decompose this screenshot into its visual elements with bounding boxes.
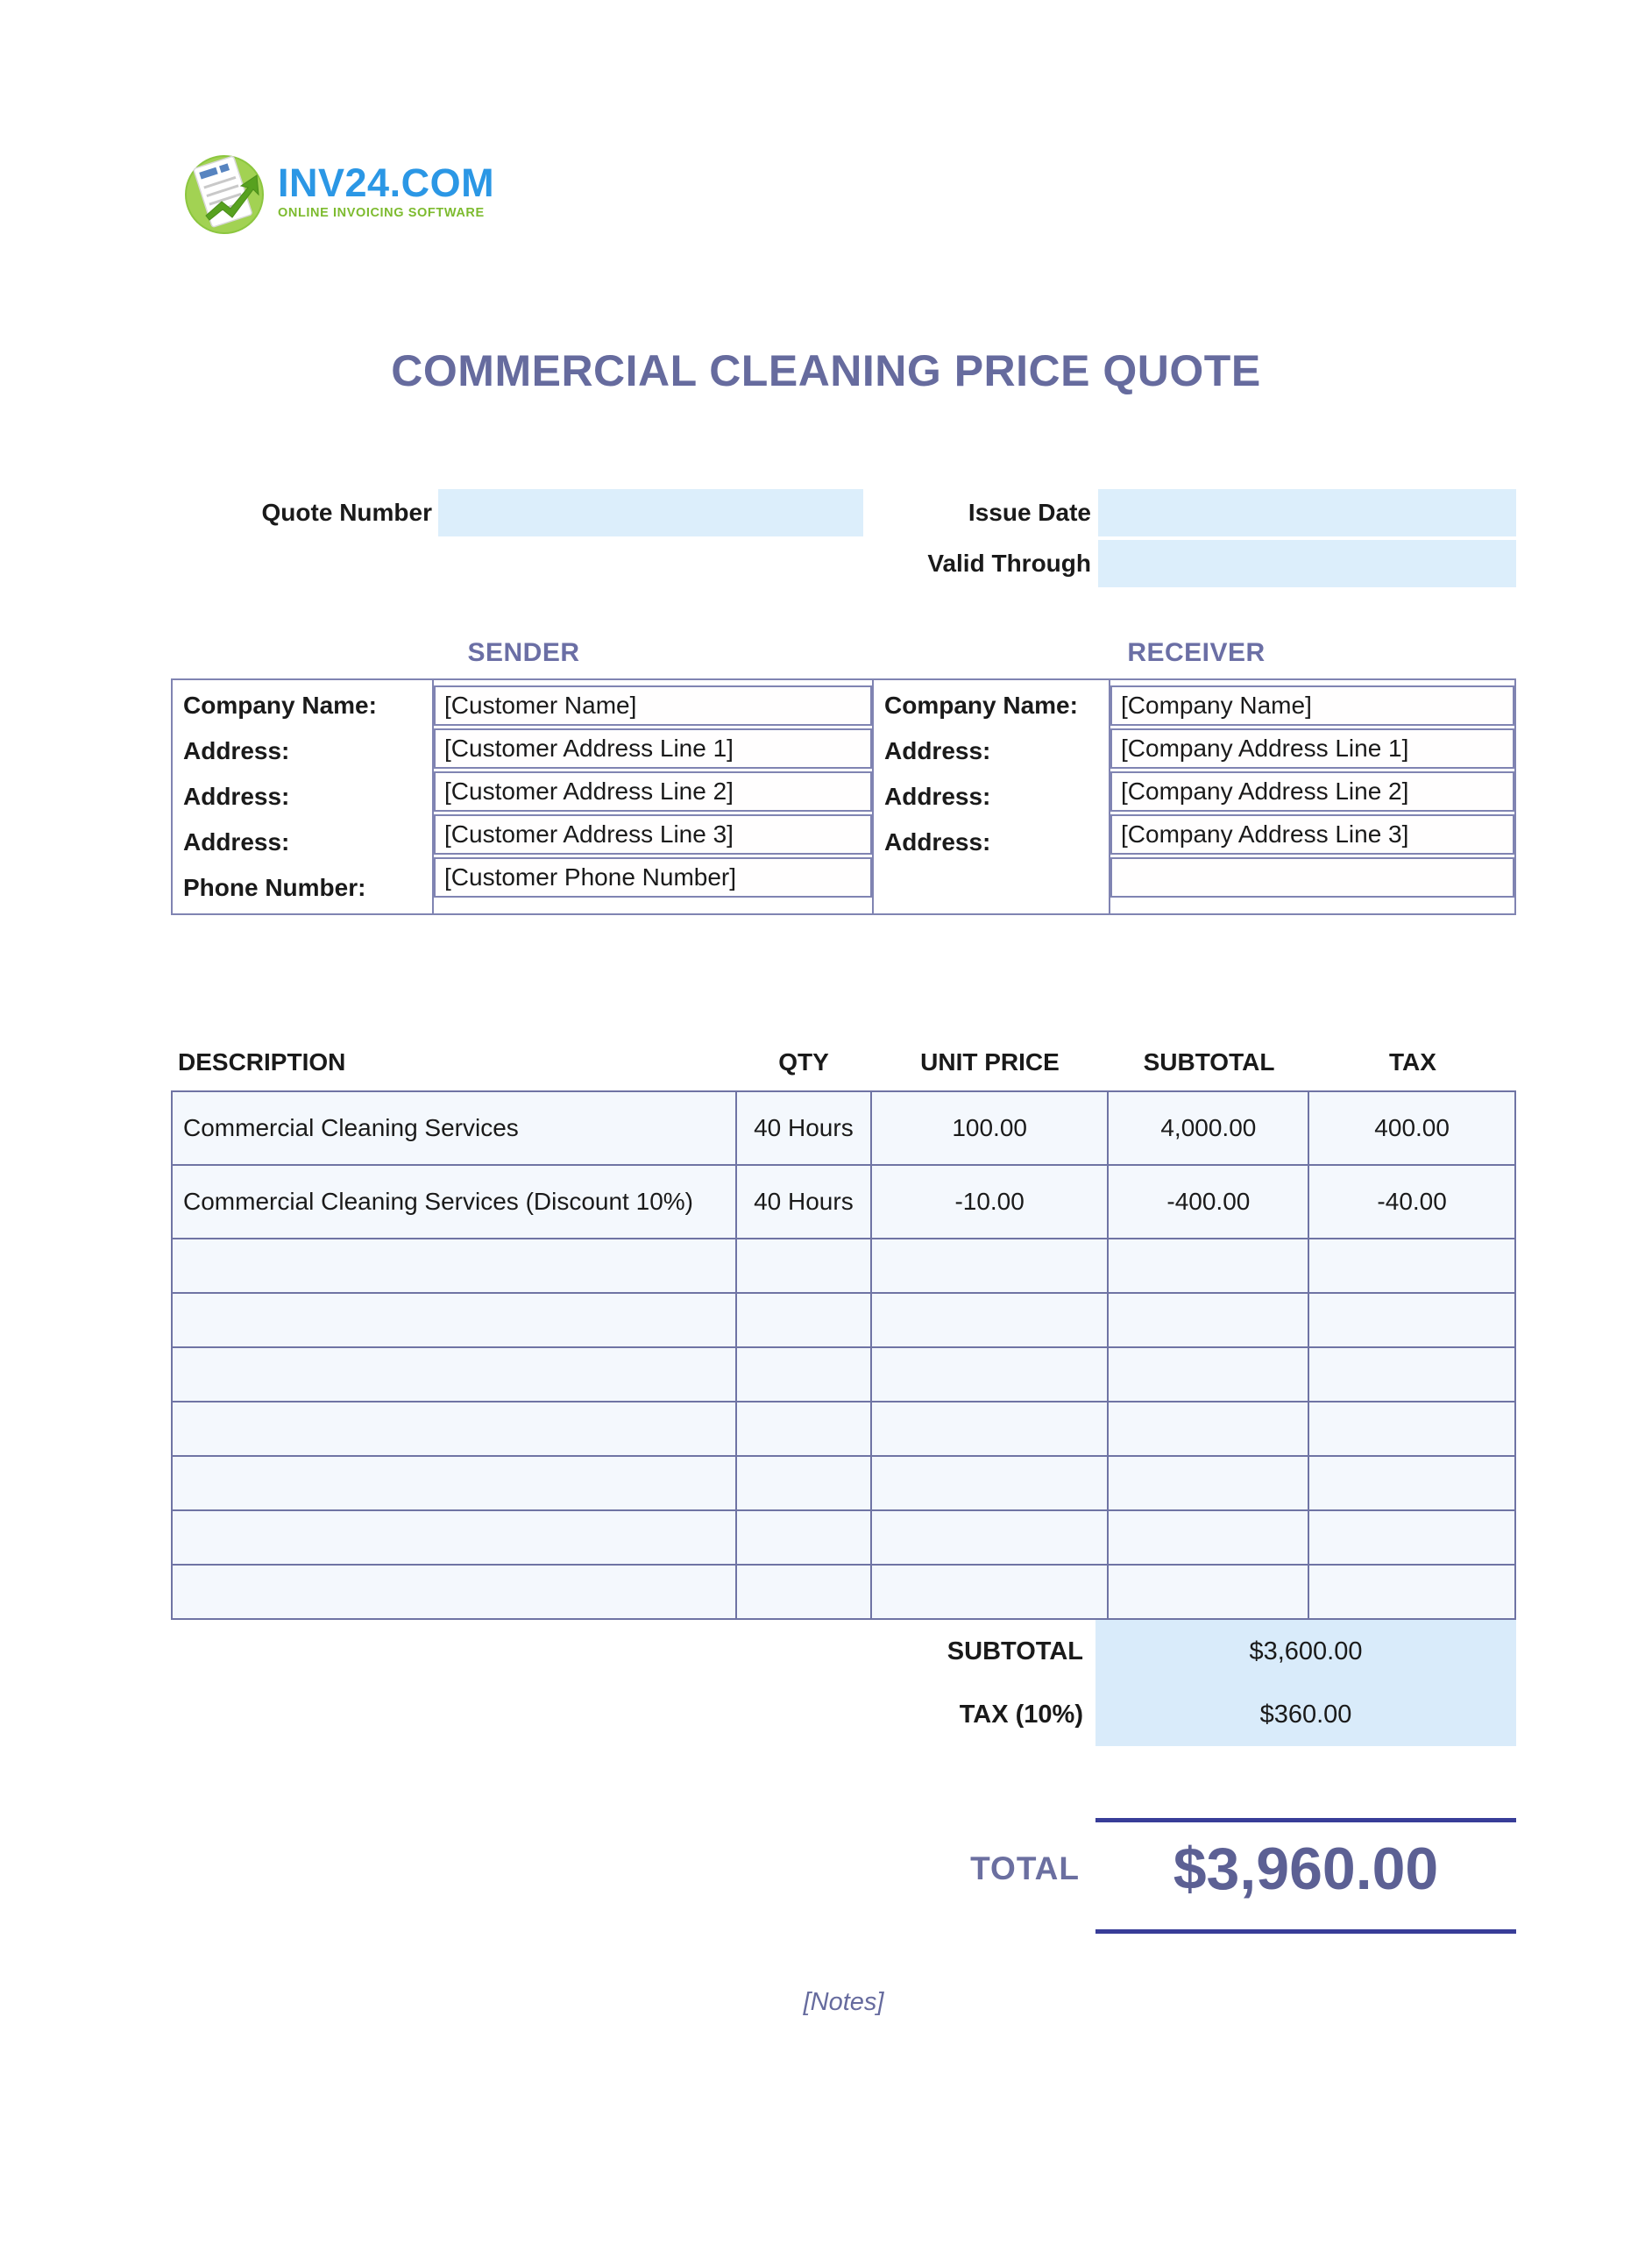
item-row-empty: [172, 1510, 1515, 1565]
tax-label: TAX (10%): [959, 1701, 1083, 1729]
totals-section: [171, 1620, 1516, 1746]
page-title: COMMERCIAL CLEANING PRICE QUOTE: [391, 346, 1261, 395]
item-qty: 40 Hours: [736, 1165, 871, 1239]
valid-through-input[interactable]: [1098, 540, 1516, 587]
invoice-arrow-logo-icon: [180, 147, 269, 235]
item-row-empty: [172, 1565, 1515, 1619]
party-table: [171, 678, 1516, 915]
meta-fields: [171, 489, 1516, 587]
sender-address-field-1[interactable]: [Customer Address Line 1]: [434, 728, 872, 769]
sender-phone-field[interactable]: [Customer Phone Number]: [434, 857, 872, 898]
receiver-label-column: [874, 680, 1110, 913]
quote-number-label: Quote Number: [261, 499, 432, 526]
logo: [180, 0, 1652, 235]
sender-address-label-2: Address:: [183, 783, 290, 810]
item-row-1: [172, 1091, 1515, 1165]
sender-address-field-2[interactable]: [Customer Address Line 2]: [434, 771, 872, 812]
meta-row-1: [171, 489, 1516, 536]
sender-label-column: [173, 680, 434, 913]
tax-row: [171, 1683, 1516, 1746]
item-tax: 400.00: [1308, 1091, 1515, 1165]
total-top-rule: [171, 1818, 1516, 1822]
receiver-heading: RECEIVER: [1127, 638, 1266, 667]
subtotal-label: SUBTOTAL: [947, 1637, 1083, 1665]
sender-heading: SENDER: [467, 638, 580, 667]
valid-through-label: Valid Through: [927, 550, 1091, 577]
tax-value: $360.00: [1095, 1683, 1516, 1746]
issue-date-input[interactable]: [1098, 489, 1516, 536]
receiver-address-label-3: Address:: [884, 828, 991, 856]
grand-total-label: TOTAL: [970, 1850, 1080, 1886]
item-tax: -40.00: [1308, 1165, 1515, 1239]
sender-value-column: [434, 680, 874, 913]
item-row-empty: [172, 1293, 1515, 1347]
receiver-address-label-2: Address:: [884, 783, 991, 810]
tax-column-header: TAX: [1389, 1048, 1436, 1076]
quote-number-input[interactable]: [438, 489, 863, 536]
issue-date-label: Issue Date: [968, 499, 1091, 526]
items-table: [171, 1090, 1516, 1620]
receiver-empty-field[interactable]: [1110, 857, 1514, 898]
grand-total-row: [171, 1831, 1516, 1907]
item-description: Commercial Cleaning Services: [172, 1091, 736, 1165]
qty-column-header: QTY: [778, 1048, 829, 1076]
unit-price-column-header: UNIT PRICE: [920, 1048, 1060, 1076]
receiver-empty-label: [874, 865, 1109, 911]
sender-address-label-1: Address:: [183, 737, 290, 764]
item-row-empty: [172, 1347, 1515, 1402]
brand-tagline: ONLINE INVOICING SOFTWARE: [278, 205, 485, 220]
notes-placeholder: [Notes]: [803, 1988, 884, 2016]
item-row-empty: [172, 1456, 1515, 1510]
item-subtotal: -400.00: [1108, 1165, 1308, 1239]
sender-company-name-label: Company Name:: [183, 692, 377, 719]
item-unit-price: -10.00: [871, 1165, 1109, 1239]
item-subtotal: 4,000.00: [1108, 1091, 1308, 1165]
meta-row-2: [171, 540, 1516, 587]
receiver-company-name-label: Company Name:: [884, 692, 1078, 719]
sender-address-field-3[interactable]: [Customer Address Line 3]: [434, 814, 872, 855]
receiver-address-field-3[interactable]: [Company Address Line 3]: [1110, 814, 1514, 855]
subtotal-value: $3,600.00: [1095, 1620, 1516, 1683]
item-row-empty: [172, 1239, 1515, 1293]
item-description: Commercial Cleaning Services (Discount 10%): [172, 1165, 736, 1239]
brand-name: INV24.COM: [278, 160, 495, 206]
item-row-empty: [172, 1402, 1515, 1456]
item-row-2: [172, 1165, 1515, 1239]
party-headings: [171, 638, 1516, 668]
total-bottom-rule: [171, 1929, 1516, 1934]
receiver-value-column: [1110, 680, 1514, 913]
subtotal-column-header: SUBTOTAL: [1143, 1048, 1275, 1076]
item-unit-price: 100.00: [871, 1091, 1109, 1165]
receiver-company-name-field[interactable]: [Company Name]: [1110, 685, 1514, 726]
sender-phone-label: Phone Number:: [183, 874, 366, 901]
receiver-address-label-1: Address:: [884, 737, 991, 764]
items-header-row: [171, 1048, 1516, 1076]
logo-text: [278, 162, 494, 219]
receiver-address-field-1[interactable]: [Company Address Line 1]: [1110, 728, 1514, 769]
receiver-address-field-2[interactable]: [Company Address Line 2]: [1110, 771, 1514, 812]
item-qty: 40 Hours: [736, 1091, 871, 1165]
sender-address-label-3: Address:: [183, 828, 290, 856]
grand-total-value: $3,960.00: [1173, 1836, 1439, 1902]
subtotal-row: [171, 1620, 1516, 1683]
sender-company-name-field[interactable]: [Customer Name]: [434, 685, 872, 726]
description-column-header: DESCRIPTION: [178, 1048, 346, 1076]
